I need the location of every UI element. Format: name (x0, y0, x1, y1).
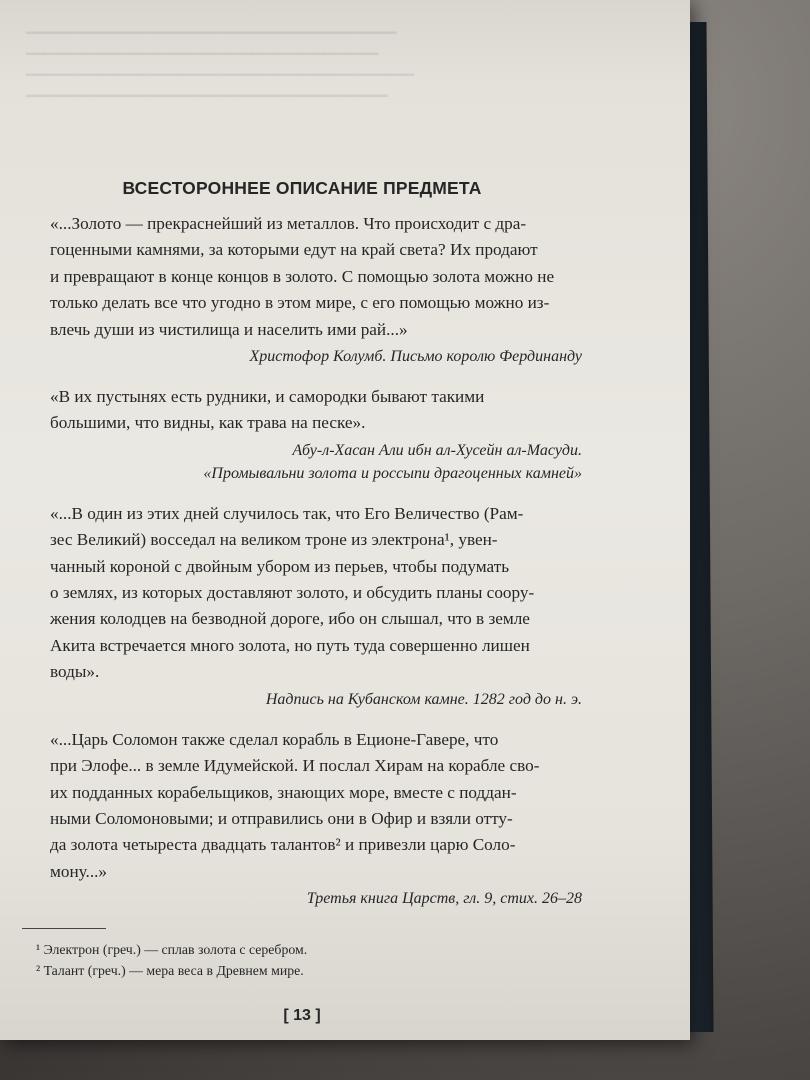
quote-line: ными Соломоновыми; и отправились они в Офир и взяли отту- (50, 808, 513, 828)
quote-attribution-source: «Промывальни золота и россыпи драгоценных камней» (203, 464, 582, 482)
quote-text (22, 727, 582, 885)
quote-line: чанный короной с двойным убором из перьев, чтобы подумать (50, 556, 510, 576)
quote-line: о землях, из которых доставляют золото, и обсудить планы соору- (50, 583, 535, 603)
quote-block-ramses (22, 501, 582, 711)
quote-attribution: Надпись на Кубанском камне. 1282 год до н. э. (265, 690, 582, 708)
footnote-divider (22, 928, 106, 929)
quote-line: Акита встречается много золота, но путь туда совершенно лишен (50, 635, 530, 655)
quote-line: «...Царь Соломон также сделал корабль в Еционе-Гавере, что (50, 729, 499, 749)
bleed-through-text: ━━━━━━━━━━━━━━━━━━━━━━━━━━━━━━━━━━━━━━━━━ ━━━━━━━━━━━━━━━━━━━━━━━━━━━━━━━━━━━━━━━ ━━━━━━━━━━━━━━━━━━━━━━━━━━━━━━━━━━━━━━━━━━━ ━━━━━━━━━━━━━━━━━━━━━━━━━━━━━━━━━━━━━━━━ (26, 26, 415, 105)
quote-line: мону...» (50, 861, 108, 881)
quote-line: и превращают в конце концов в золото. С помощью золота можно не (50, 266, 555, 286)
page-content (22, 178, 582, 1025)
quote-line: гоценными камнями, за которыми едут на край света? Их продают (50, 240, 538, 260)
quote-block-columbus (22, 211, 582, 368)
footnote: ¹ Электрон (греч.) — сплав золота с серебром. (36, 942, 308, 958)
quote-line: жения колодцев на безводной дороге, ибо он слышал, что в земле (50, 609, 530, 629)
quote-attribution: Третья книга Царств, гл. 9, стих. 26–28 (306, 890, 582, 908)
quote-line: влечь души из чистилища и населить ими рай...» (50, 319, 408, 339)
quote-line: их подданных корабельщиков, знающих море, вместе с поддан- (50, 782, 517, 802)
quote-text (22, 501, 582, 686)
quote-line: только делать все что угодно в этом мире, с его помощью можно из- (50, 293, 550, 313)
quote-line: да золота четыреста двадцать талантов² и привезли царю Соло- (50, 835, 516, 855)
section-heading: ВСЕСТОРОННЕЕ ОПИСАНИЕ ПРЕДМЕТА (122, 178, 482, 198)
quote-line: «В их пустынях есть рудники, и самородки бывают такими (50, 387, 485, 407)
quote-attribution: Абу-л-Хасан Али ибн ал-Хусейн ал-Масуди. (292, 441, 582, 459)
quote-text (22, 211, 582, 343)
quote-attribution: Христофор Колумб. Письмо королю Фердинанду (249, 348, 582, 366)
quote-line: «...Золото — прекраснейший из металлов. Что происходит с дра- (50, 214, 527, 233)
quote-line: большими, что видны, как трава на песке». (50, 413, 366, 433)
footnote: ² Талант (греч.) — мера веса в Древнем мире. (36, 963, 304, 979)
quote-line: при Элофе... в земле Идумейской. И послал Хирам на корабле сво- (50, 756, 540, 776)
quote-block-solomon (22, 727, 582, 910)
page-number: [ 13 ] (283, 1007, 321, 1025)
quote-block-masudi (22, 384, 582, 485)
quote-text (22, 384, 582, 437)
quote-line: воды». (50, 662, 100, 682)
quote-line: зес Великий) восседал на великом троне из электрона¹, увен- (50, 530, 498, 550)
quote-line: «...В один из этих дней случилось так, что Его Величество (Рам- (50, 503, 524, 523)
